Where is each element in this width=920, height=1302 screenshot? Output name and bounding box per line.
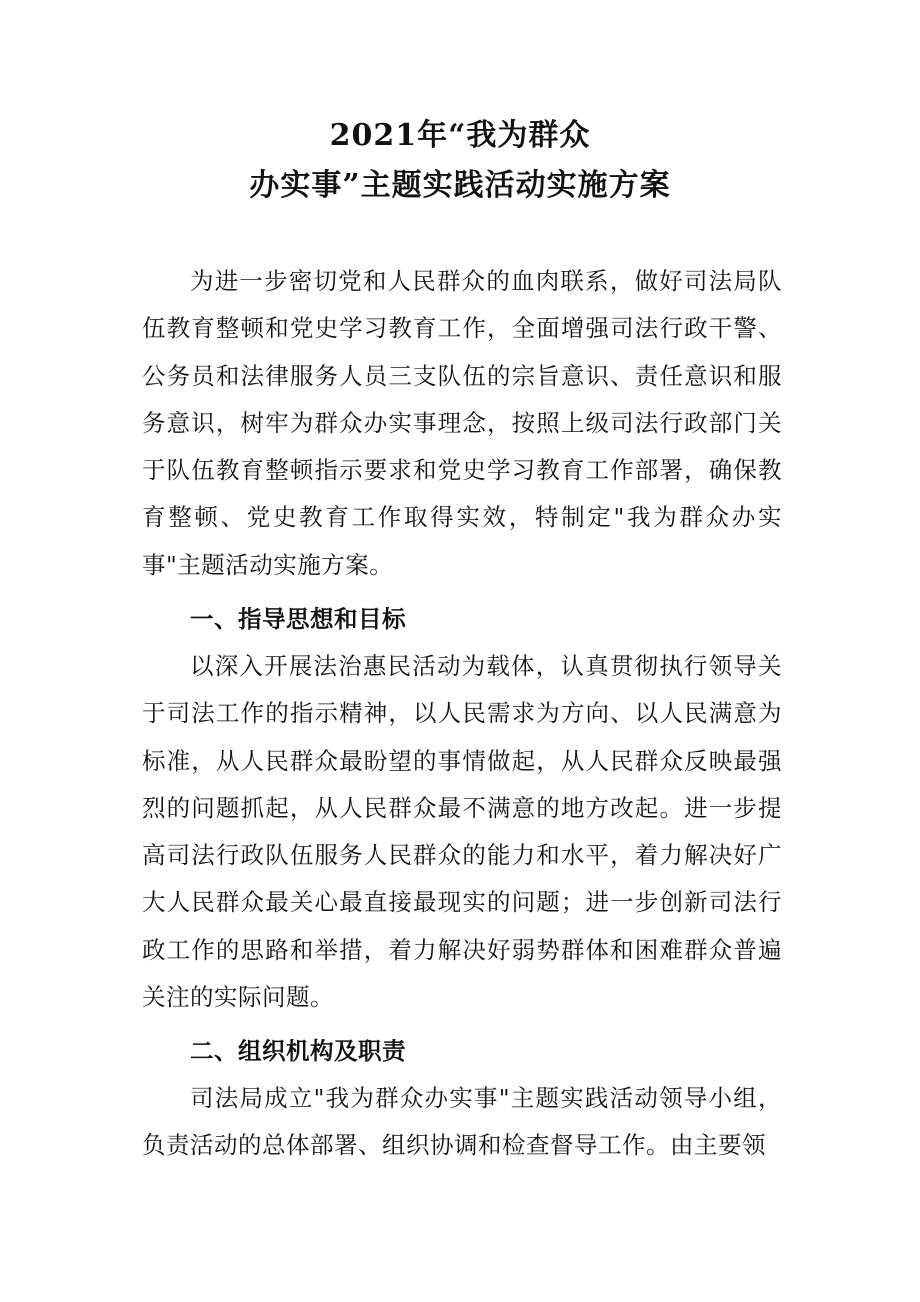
intro-paragraph: 为进一步密切党和人民群众的血肉联系，做好司法局队伍教育整顿和党史学习教育工作，全面增强司法行政干警、公务员和法律服务人员三支队伍的宗旨意识、责任意识和服务意识，树牢为群众办实事理念，按照上级司法行政部门关于队伍教育整顿指示要求和党史学习教育工作部署，确保教育整顿、党史教育工作取得实效，特制定"我为群众办实事"主题活动实施方案。 — [142, 267, 782, 579]
intro-paragraph-block — [142, 258, 782, 589]
section-2-paragraph-block — [142, 1075, 782, 1170]
section-1-paragraph-block — [142, 643, 782, 1021]
section-1-paragraph: 以深入开展法治惠民活动为载体，认真贯彻执行领导关于司法工作的指示精神，以人民需求为方向、以人民满意为标准，从人民群众最盼望的事情做起，从人民群众反映最强烈的问题抓起，从人民群众最不满意的地方改起。进一步提高司法行政队伍服务人民群众的能力和水平，着力解决好广大人民群众最关心最直接最现实的问题；进一步创新司法行政工作的思路和举措，着力解决好弱势群体和困难群众普遍关注的实际问题。 — [142, 652, 782, 1012]
section-2-heading-block — [142, 1028, 782, 1075]
section-2-heading: 二、组织机构及职责 — [190, 1037, 406, 1065]
document-title-line-1: 2021年“我为群众 — [329, 118, 591, 153]
document-title-line-2: 办实事”主题实践活动实施方案 — [249, 168, 671, 203]
section-1-heading: 一、指导思想和目标 — [190, 605, 406, 633]
section-2-paragraph: 司法局成立"我为群众办实事"主题实践活动领导小组，负责活动的总体部署、组织协调和检查督导工作。由主要领 — [142, 1084, 782, 1160]
section-1-heading-block — [142, 596, 782, 643]
